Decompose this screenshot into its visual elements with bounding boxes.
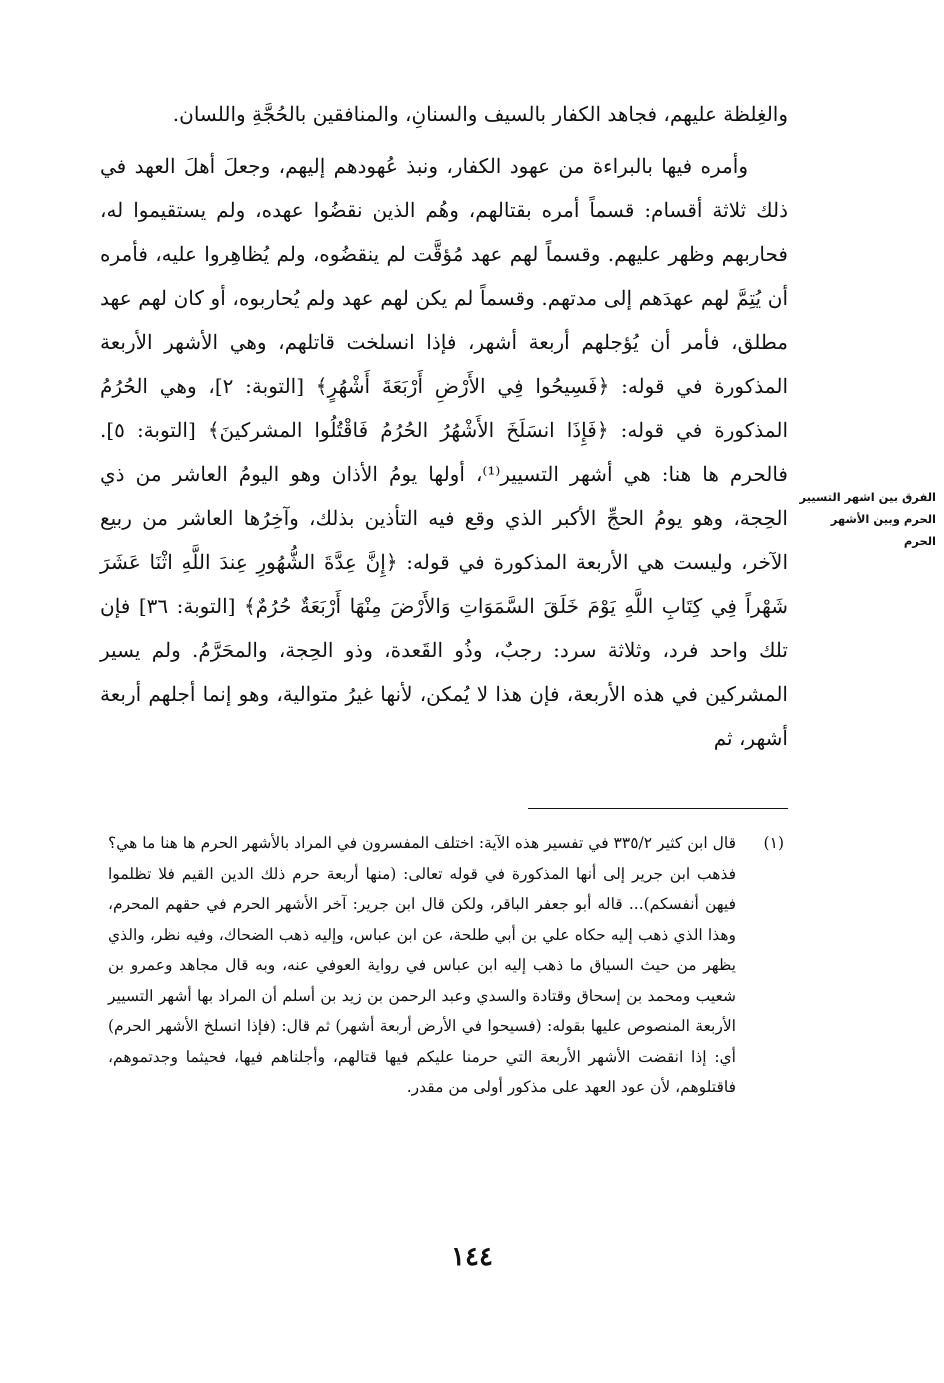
margin-note-line-1: الفرق بين اشهر التسيير [799, 490, 936, 504]
footnote-divider [528, 808, 788, 809]
main-text-block [100, 92, 788, 760]
page-number: ١٤٤ [451, 1242, 493, 1272]
margin-note [796, 486, 936, 552]
opening-line: والغِلظة عليهم، فجاهد الكفار بالسيف والسنانِ، والمنافقين بالحُجَّةِ واللسان. [172, 102, 788, 126]
footnote-number: (١) [763, 834, 784, 852]
body-paragraph: وأمره فيها بالبراءة من عهود الكفار، ونبذ عُهودهم إليهم، وجعلَ أهلَ العهد في ذلك ثلاثة أقسام: قسماً أمره بقتالهم، وهُم الذين نقضُوا عهده، ولم يستقيموا له، فحاربهم وظهر عليهم. وقسماً لهم عهد مُؤقَّت لم ينقضُوه، ولم يُظاهِروا عليه، فأمره أن يُتِمَّ لهم عهدَهم إلى مدتهم. وقسماً لم يكن لهم عهد ولم يُحاربوه، أو كان لهم عهد مطلق، فأمر أن يُؤجلهم أربعة أشهر، فإذا انسلخت قاتلهم، وهي الأشهر الأربعة المذكورة في قوله: ﴿فَسِيحُوا فِي الأَرْضِ أَرْبَعَةَ أَشْهُرٍ﴾ [التوبة: ٢]، وهي الحُرُمُ المذكورة في قوله: ﴿فَإِذَا انسَلَخَ الأَشْهُرُ الحُرُمُ فَاقْتُلُوا المشركينَ﴾ [التوبة: ٥]. فالحرم ها هنا: هي أشهر التسيير⁽¹⁾، أولها يومُ الأذان وهو اليومُ العاشر من ذي الحِجة، وهو يومُ الحجِّ الأكبر الذي وقع فيه التأذين بذلك، وآخِرُها العاشر من ربيع الآخر، وليست هي الأربعة المذكورة في قوله: ﴿إِنَّ عِدَّةَ الشُّهُورِ عِندَ اللَّهِ اثْنَا عَشَرَ شَهْراً فِي كِتَابِ اللَّهِ يَوْمَ خَلَقَ السَّمَوَاتِ وَالأَرْضَ مِنْهَا أَرْبَعَةٌ حُرُمٌ﴾ [التوبة: ٣٦] فإن تلك واحد فرد، وثلاثة سرد: رجبٌ، وذُو القَعدة، وذو الحِجة، والمحَرَّمُ. ولم يسير المشركين في هذه الأربعة، فإن هذا لا يُمكن، لأنها غيرُ متوالية، وهو إنما أجلهم أربعة أشهر، ثم [100, 154, 788, 750]
footnote-1 [108, 828, 784, 1103]
margin-note-line-2: الحرم وبين الأشهر الحرم [830, 512, 936, 548]
footnote-text: قال ابن كثير ٣٣٥/٢ في تفسير هذه الآية: اختلف المفسرون في المراد بالأشهر الحرم ها هنا ما هي؟ فذهب ابن جرير إلى أنها المذكورة في قوله تعالى: (منها أربعة حرم ذلك الدين القيم فلا تظلموا فيهن أنفسكم)... قاله أبو جعفر الباقر، ولكن قال ابن جرير: آخر الأشهر الحرم في حقهم المحرم، وهذا الذي ذهب إليه حكاه علي بن أبي طلحة، عن ابن عباس، وإليه ذهب الضحاك، وفيه نظر، والذي يظهر من حيث السياق ما ذهب إليه ابن عباس في رواية العوفي عنه، وبه قال مجاهد وعمرو بن شعيب ومحمد بن إسحاق وقتادة والسدي وعبد الرحمن بن زيد بن أسلم أن المراد بها أشهر التسيير الأربعة المنصوص عليها بقوله: (فسيحوا في الأرض أربعة أشهر) ثم قال: (فإذا انسلخ الأشهر الحرم) أي: إذا انقضت الأشهر الأربعة التي حرمنا عليكم فيها قتالهم، وأجلناهم فيها، فحيثما وجدتموهم، فاقتلوهم، لأن عود العهد على مذكور أولى من مقدر. [108, 834, 736, 1096]
footnotes-section [108, 828, 784, 1103]
